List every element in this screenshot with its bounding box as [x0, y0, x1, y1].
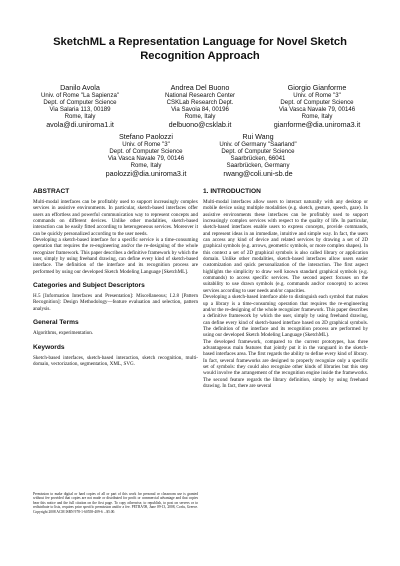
author-name: Rui Wang: [242, 132, 274, 141]
paper-title: SketchML a Representation Language for Novel Sketch Recognition Approach: [53, 36, 347, 62]
author-affiliation: Rome, Italy: [64, 113, 96, 121]
author-affiliation: Rome, Italy: [301, 113, 333, 121]
right-column: [203, 188, 368, 389]
author-block: [204, 133, 312, 178]
author-affiliation: Univ. of Rome "3": [293, 92, 341, 100]
abstract-paragraph: Multi-modal interfaces can be profitably used to support increasingly complex services in assistive environments. In particular, sketch-based interfaces offer users an effortless and powerful communication way to represent concepts and commands on different devices. Unlike other modalities, sketch-based interaction can be easily fitted according to heterogeneous services. Moreover it can be quickly personalized according to the user needs.: [33, 199, 198, 237]
author-block: [262, 84, 372, 129]
author-email[interactable]: paolozzi@dia.uniroma3.it: [105, 168, 187, 178]
author-email[interactable]: rwang@coli.uni-sb.de: [223, 168, 293, 178]
author-name: Stefano Paolozzi: [119, 132, 173, 141]
author-affiliation: Dept. of Computer Science: [280, 99, 354, 107]
introduction-heading: 1. INTRODUCTION: [203, 188, 261, 195]
author-name: Giorgio Gianforme: [287, 83, 347, 92]
author-affiliation: Saarbrücken, Germany: [226, 162, 290, 170]
general-terms-text: Algorithms, experimentation.: [33, 330, 94, 337]
introduction-paragraph: Multi-modal interfaces allow users to interact naturally with any desktop or mobile device using multiple modalities (e.g. sketch, gesture, speech, gaze). In assistive environments these interfaces can be profitably used to support increasingly complex services with respect to the quality of life. In particular, sketch-based interfaces enable users to express concepts, provide commands, and represent ideas in an immediate, intuitive and simple way. In fact, the users can access any kind of device and related services by drawing a set of 2D graphical symbols (e.g. arrows, geometric symbols, or more complex shapes). In this context a set of 2D graphical symbols is also called library or application domain. Unlike other modalities, sketch-based interfaces allow users easier customization and quick personalization of the interaction. The first aspect highlights the simplicity to draw well known standard graphical symbols (e.g. commands) to access specific services. The second aspect focuses on the suitability to use drawn symbols (e.g. commands and/or concepts) to access services according to user needs and/or capacities.: [203, 199, 368, 294]
author-affiliation: Via Salaria 113, 00189: [49, 106, 111, 114]
author-affiliation: Univ. of Rome "3": [122, 141, 170, 149]
categories-heading: Categories and Subject Descriptors: [33, 282, 145, 290]
keywords-heading: Keywords: [33, 343, 65, 351]
abstract-heading: ABSTRACT: [33, 188, 70, 195]
author-email[interactable]: avola@di.uniroma1.it: [46, 119, 114, 129]
author-block: [146, 84, 254, 129]
author-affiliation: Saarbrücken, 66041: [230, 155, 286, 163]
author-name: Andrea Del Buono: [170, 83, 230, 92]
author-block: [30, 84, 130, 129]
left-column: [33, 188, 198, 367]
author-affiliation: Dept. of Computer Science: [109, 148, 183, 156]
keywords-text: Sketch-based interfaces, sketch-based interaction, sketch recognition, multi-domain, vectorization, segmentation, XML, SVG.: [33, 354, 198, 367]
introduction-paragraph: Developing a sketch-based interface able to distinguish each symbol that makes up a library is a time-consuming operation that requires the re-engineering and/or the re-designing of the whole recognizer framework. This paper describes a definitive framework by which the user, simply by using freehand drawing, can define every kind of sketch-based interface based on 2D graphical symbols. The definition of the interface and its recognition process are performed by using our developed Sketch Modeling Language (SketchML).: [203, 294, 368, 339]
author-affiliation: Univ. of Germany "Saarland": [219, 141, 297, 149]
author-email[interactable]: delbuono@csklab.it: [168, 119, 232, 129]
author-affiliation: Rome, Italy: [130, 162, 162, 170]
author-affiliation: Via Vasca Navale 79, 00146: [278, 106, 356, 114]
introduction-paragraph: The developed framework, compared to the current prototypes, has three advantageous main features that jointly put it in the vanguard in the sketch-based interfaces area. The first regards the ability to define every kind of library. In fact, several frameworks are designed to properly recognize only a specific set of symbols: they could also recognize other kinds of libraries but this step would involve the arrangement of the recognition engine inside the frameworks. The second feature regards the library definition, simply by using freehand drawing. In fact, there are several: [203, 338, 368, 389]
author-affiliation: Dept. of Computer Science: [221, 148, 295, 156]
author-affiliation: Rome, Italy: [184, 113, 216, 121]
author-email[interactable]: gianforme@dia.uniroma3.it: [273, 119, 361, 129]
general-terms-heading: General Terms: [33, 319, 79, 327]
permission-notice: Permission to make digital or hard copies of all or part of this work for personal or classroom use is granted without fee provided that copies are not made or distributed for profit or commercial advantage and that copies bear this notice and the full citation on the first page. To copy otherwise, to republish, to post on servers or to redistribute to lists, requires prior specific permission and/or a fee. PETRA'08, June 09-13, 2008, Corfu, Greece. Copyright 2008 ACM ISBN 978-1-60558-409-6 ...$5.00.: [33, 492, 198, 514]
author-affiliation: Univ. of Rome "La Sapienza": [40, 92, 120, 100]
author-affiliation: Via Vasca Navale 79, 00146: [107, 155, 185, 163]
author-name: Danilo Avola: [60, 83, 100, 92]
author-affiliation: CSKLab Research Dept.: [166, 99, 234, 107]
author-block: [92, 133, 200, 178]
author-affiliation: Dept. of Computer Science: [43, 99, 117, 107]
categories-text: H.5 [Information Interfaces and Presentation]: Miscellaneous; I.2.8 [Pattern Recognition]: Design Methodology—feature evaluation and selection, pattern analysis.: [33, 293, 198, 312]
author-affiliation: National Research Center: [164, 92, 236, 100]
abstract-paragraph: Developing a sketch-based interface for a specific service is a time-consuming operation that requires the re-engineering and/or the re-designing of the whole recognizer framework. This paper describes a definitive framework by which the user, simply by using freehand drawing, can define every kind of sketch-based interface. The definition of the interface and its recognition process are performed by using our developed Sketch Modeling Language [SketchML].: [33, 237, 198, 275]
author-affiliation: Via Savoia 84, 00196: [171, 106, 229, 114]
